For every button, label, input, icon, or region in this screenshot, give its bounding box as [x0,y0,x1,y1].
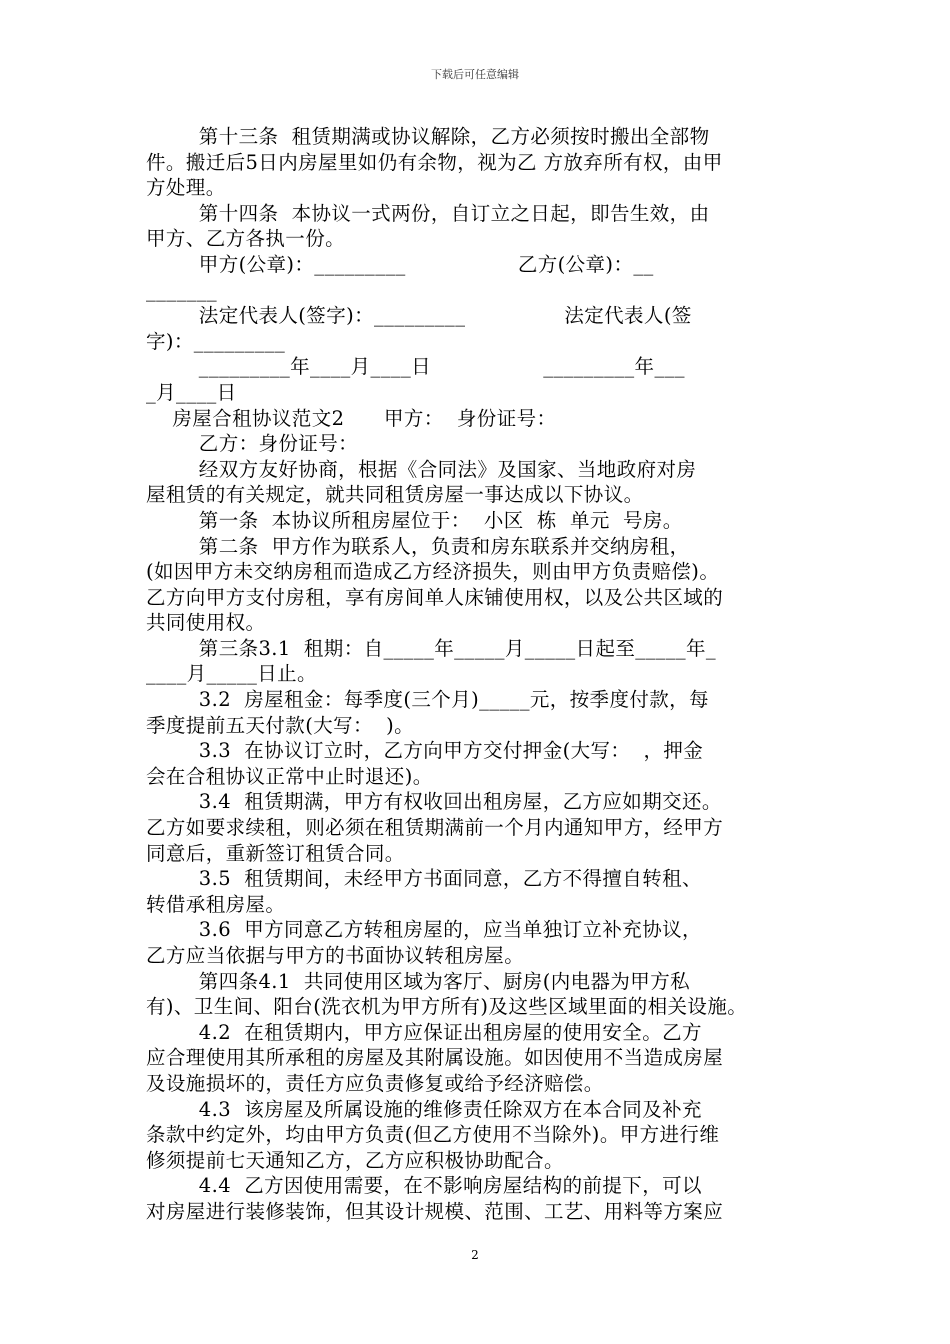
document-body [146,124,808,1225]
text-line: ____月_____日止。 [146,662,317,686]
text-line: 甲方、乙方各执一份。 [146,227,346,251]
text-line: 3.6 甲方同意乙方转租房屋的，应当单独订立补充协议， [146,918,702,942]
text-line: 屋租赁的有关规定，就共同租赁房屋一事达成以下协议。 [146,483,644,507]
text-line: 共同使用权。 [146,611,266,635]
text-line: 4.4 乙方因使用需要，在不影响房屋结构的前提下，可以 [146,1174,702,1198]
text-line: 第十三条 租赁期满或协议解除，乙方必须按时搬出全部物 [146,125,710,148]
text-line: 第十四条 本协议一式两份，自订立之日起，即告生效，由 [146,201,710,225]
text-line: 同意后，重新签订租赁合同。 [146,841,405,865]
section-title: 房屋合租协议范文2 甲方： 身份证号： [146,406,557,430]
text-line: 3.4 租赁期满，甲方有权收回出租房屋，乙方应如期交还。 [146,790,722,814]
text-line: 4.2 在租赁期内，甲方应保证出租房屋的使用安全。乙方 [146,1020,702,1044]
text-line: 3.5 租赁期间，未经甲方书面同意，乙方不得擅自转租、 [146,867,702,891]
text-line: 第四条4.1 共同使用区域为客厅、厨房(内电器为甲方私 [146,969,691,993]
text-line: 及设施损坏的，责任方应负责修复或给予经济赔偿。 [146,1071,604,1095]
signature-line: 法定代表人(签字)：_________ 法定代表人(签 [146,304,692,328]
text-line: 季度提前五天付款(大写： )。 [146,713,415,737]
text-line: 修须提前七天通知乙方，乙方应积极协助配合。 [146,1148,564,1172]
text-line: 件。搬迁后5日内房屋里如仍有余物，视为乙 方放弃所有权，由甲 [146,150,723,174]
text-line: 乙方应当依据与甲方的书面协议转租房屋。 [146,944,525,967]
signature-line: 字)：_________ [146,329,286,353]
text-line: 转借承租房屋。 [146,892,286,916]
text-line: 乙方如要求续租，则必须在租赁期满前一个月内通知甲方，经甲方 [146,816,724,840]
text-line: 第一条 本协议所租房屋位于： 小区 栋 单元 号房。 [146,508,683,532]
page-header-note: 下载后可任意编辑 [431,68,519,81]
date-line: _________年____月____日 _________年___ [146,355,685,379]
text-line: 经双方友好协商，根据《合同法》及国家、当地政府对房 [146,457,697,481]
text-line: 条款中约定外，均由甲方负责(但乙方使用不当除外)。甲方进行维 [146,1123,720,1147]
text-line: 第三条3.1 租期：自_____年_____月_____日起至_____年_ [146,636,717,660]
text-line: 4.3 该房屋及所属设施的维修责任除双方在本合同及补充 [146,1097,702,1121]
text-line: 方处理。 [146,176,226,200]
text-line: (如因甲方未交纳房租而造成乙方经济损失，则由甲方负责赔偿)。 [146,560,720,584]
text-line: 3.3 在协议订立时，乙方向甲方交付押金(大写： ，押金 [146,739,704,763]
text-line: 3.2 房屋租金：每季度(三个月)_____元，按季度付款，每 [146,688,709,712]
text-line: 第二条 甲方作为联系人，负责和房东联系并交纳房租， [146,534,690,558]
text-line: 会在合租协议正常中止时退还)。 [146,764,433,788]
text-line: 应合理使用其所承租的房屋及其附属设施。如因使用不当造成房屋 [146,1046,724,1070]
date-line: _月____日 [146,380,237,404]
signature-line: _______ [146,278,218,302]
text-line: 对房屋进行装修装饰，但其设计规模、范围、工艺、用料等方案应 [146,1199,724,1223]
signature-line: 甲方(公章)：_________ 乙方(公章)：__ [146,252,654,276]
text-line: 乙方：身份证号： [146,432,358,456]
text-line: 乙方向甲方支付房租，享有房间单人床铺使用权，以及公共区域的 [146,585,724,609]
text-line: 有)、卫生间、阳台(洗衣机为甲方所有)及这些区域里面的相关设施。 [146,995,748,1019]
page-number: 2 [471,1248,479,1262]
